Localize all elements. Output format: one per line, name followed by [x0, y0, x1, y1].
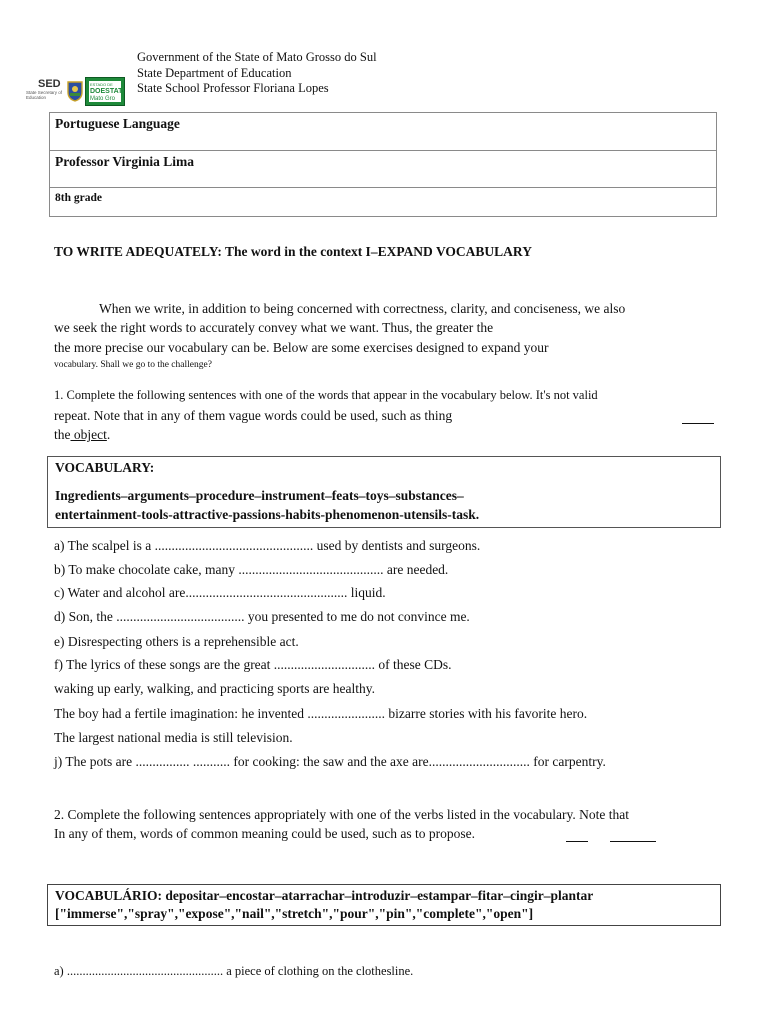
answer-blank: [566, 841, 588, 842]
school-logo-mid: DOESTAT: [90, 88, 123, 95]
header-school: State School Professor Floriana Lopes: [137, 81, 329, 95]
exercise1-item-i: The largest national media is still television.: [54, 730, 293, 745]
sed-logo-text: SED: [38, 78, 61, 90]
exercise1-instruction-2: repeat. Note that in any of them vague words could be used, such as thing: [54, 408, 453, 423]
school-logo: [85, 77, 125, 106]
exercise1-item-f: f) The lyrics of these songs are the great .............................. of these CDs.: [54, 657, 452, 672]
vocabulario-line-1: VOCABULÁRIO: depositar–encostar–atarrachar–introduzir–estampar–fitar–cingir–plantar: [55, 888, 594, 903]
intro-line-1: When we write, in addition to being concerned with correctness, clarity, and conciseness, we also: [99, 301, 626, 316]
answer-blank: [610, 841, 656, 842]
exercise2-instruction-1: 2. Complete the following sentences appropriately with one of the verbs listed in the vocabulary. Note that: [54, 807, 629, 822]
state-crest-icon: [66, 80, 84, 102]
page-title: TO WRITE ADEQUATELY: The word in the context I–EXPAND VOCABULARY: [54, 244, 532, 259]
instruction-object: object: [70, 427, 107, 442]
vocabulary-words-line-2: entertainment-tools-attractive-passions-habits-phenomenon-utensils-task.: [55, 507, 480, 522]
vocabulary-box: [47, 456, 721, 528]
instruction-period: .: [106, 427, 111, 442]
teacher-text: Professor Virginia Lima: [55, 154, 194, 169]
vocabulary-heading: VOCABULARY:: [55, 460, 155, 475]
intro-line-3: the more precise our vocabulary can be. Below are some exercises designed to expand your: [54, 340, 549, 355]
school-logo-bottom: Mato Gro: [90, 96, 116, 102]
exercise1-item-c: c) Water and alcohol are................................................ liquid.: [54, 585, 386, 600]
instruction-the: the: [54, 427, 71, 442]
sed-logo-subtext: State Secretary of Education: [26, 90, 63, 100]
header-department: State Department of Education: [137, 66, 292, 80]
intro-line-4: vocabulary. Shall we go to the challenge?: [54, 360, 212, 370]
vocabulario-line-2: ["immerse","spray","expose","nail","stretch","pour","pin","complete","open"]: [55, 906, 534, 921]
vocabulary-words-line-1: Ingredients–arguments–procedure–instrument–feats–toys–substances–: [55, 488, 464, 503]
vocabulary-box-2: [47, 884, 721, 926]
exercise1-item-g: waking up early, walking, and practicing sports are healthy.: [54, 681, 376, 696]
exercise1-item-b: b) To make chocolate cake, many ........................................... are needed.: [54, 562, 449, 577]
school-logo-top: ESTADO DE: [90, 82, 113, 87]
exercise1-item-d: d) Son, the ...................................... you presented to me do not convince me.: [54, 609, 470, 624]
header-government: Government of the State of Mato Grosso do Sul: [137, 50, 377, 64]
exercise1-item-e: e) Disrespecting others is a reprehensible act.: [54, 634, 299, 649]
exercise1-item-j: j) The pots are ................ ........... for cooking: the saw and the axe are.............................. for carpentry.: [54, 754, 606, 769]
exercise2-instruction-2: In any of them, words of common meaning could be used, such as to propose.: [54, 826, 476, 841]
exercise1-item-a: a) The scalpel is a ............................................... used by dentists and surgeons.: [54, 538, 481, 553]
grade-text: 8th grade: [55, 192, 102, 204]
exercise1-instruction-1: 1. Complete the following sentences with one of the words that appear in the vocabulary below. It's not valid: [54, 388, 598, 402]
grade-row: [49, 187, 717, 217]
subject-text: Portuguese Language: [55, 116, 180, 131]
intro-line-2: we seek the right words to accurately convey what we want. Thus, the greater the: [54, 320, 494, 335]
exercise2-item-a: a) .................................................. a piece of clothing on the clothesline.: [54, 964, 414, 978]
exercise1-item-h: The boy had a fertile imagination: he invented ....................... bizarre stories with his favorite hero.: [54, 706, 588, 721]
exercise1-instruction-3: [54, 427, 110, 443]
teacher-row: [49, 150, 717, 188]
sed-logo: [26, 78, 66, 102]
subject-row: [49, 112, 717, 151]
answer-blank: [682, 423, 714, 424]
